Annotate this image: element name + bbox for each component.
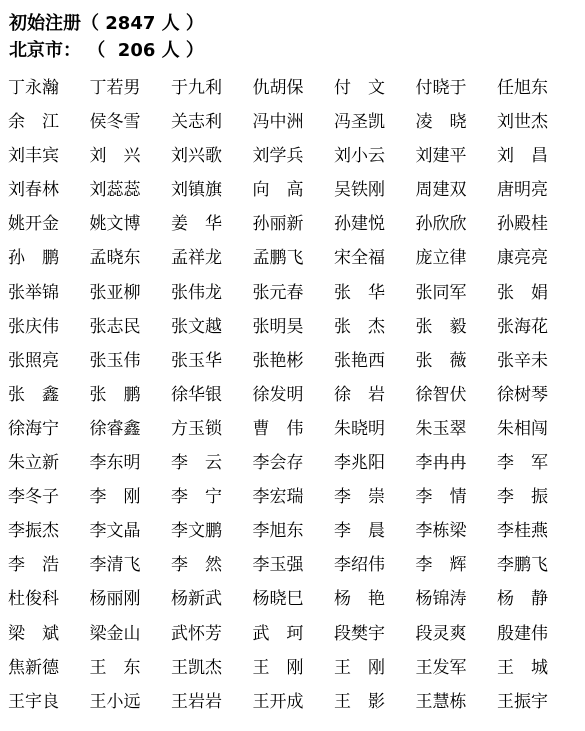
name-entry: 殷建伟 — [497, 623, 548, 644]
name-entry: 张文越 — [171, 316, 222, 337]
name-entry: 张艳彬 — [252, 350, 304, 371]
name-entry: 孙建悦 — [334, 214, 385, 235]
name-entry: 张同军 — [415, 282, 467, 303]
name-entry: 张元春 — [252, 282, 304, 303]
name-entry: 李 军 — [497, 453, 548, 474]
name-entry: 余 江 — [8, 112, 59, 133]
name-entry: 刘蕊蕊 — [89, 180, 141, 201]
name-entry: 王宇良 — [8, 691, 59, 712]
name-entry: 李文鹏 — [171, 521, 222, 542]
name-entry: 于九利 — [171, 78, 222, 98]
name-entry: 吴铁刚 — [334, 180, 385, 201]
name-entry: 朱晓明 — [334, 418, 385, 439]
name-entry: 王 影 — [334, 691, 385, 712]
name-entry: 武 珂 — [252, 623, 304, 644]
registration-total-heading: 初始注册（ 2847 人 ） — [9, 13, 204, 34]
name-entry: 张 娟 — [497, 282, 548, 303]
name-entry: 张志民 — [89, 316, 141, 337]
name-entry: 孙欣欣 — [415, 214, 467, 235]
name-entry: 李绍伟 — [334, 555, 385, 576]
name-entry: 徐 岩 — [334, 384, 385, 405]
name-entry: 张 鹏 — [89, 384, 141, 405]
name-entry: 张照亮 — [8, 350, 59, 371]
name-entry: 姜 华 — [171, 214, 222, 235]
name-entry: 徐华银 — [171, 384, 222, 405]
name-entry: 焦新德 — [8, 657, 59, 678]
name-entry: 刘 兴 — [89, 146, 141, 167]
name-entry: 刘学兵 — [252, 146, 304, 167]
name-entry: 王慧栋 — [415, 691, 467, 712]
name-entry: 杨 艳 — [334, 589, 385, 610]
name-entry: 李 刚 — [89, 487, 141, 508]
name-entry: 姚文博 — [89, 214, 141, 235]
name-entry: 孙 鹏 — [8, 248, 59, 269]
name-entry: 李冉冉 — [415, 453, 467, 474]
name-entry: 李振杰 — [8, 521, 59, 542]
name-entry: 张海花 — [497, 316, 548, 337]
name-entry: 李冬子 — [8, 487, 59, 508]
beijing-count-heading: 北京市： （ 206 人 ） — [9, 40, 204, 61]
name-entry: 李 云 — [171, 453, 222, 474]
name-entry: 李桂燕 — [497, 521, 548, 542]
name-entry: 孙殿桂 — [497, 214, 548, 235]
name-entry: 刘建平 — [415, 146, 467, 167]
name-entry: 刘丰宾 — [8, 146, 59, 167]
name-entry: 段灵爽 — [415, 623, 467, 644]
name-entry: 徐树琴 — [497, 384, 548, 405]
name-entry: 李 晨 — [334, 521, 385, 542]
name-entry: 李 然 — [171, 555, 222, 576]
name-entry: 李栋梁 — [415, 521, 467, 542]
name-entry: 徐发明 — [252, 384, 304, 405]
name-entry: 张玉华 — [171, 350, 222, 371]
name-entry: 丁永瀚 — [8, 78, 59, 98]
name-entry: 王凯杰 — [171, 657, 222, 678]
name-entry: 杨新武 — [171, 589, 222, 610]
name-entry: 李旭东 — [252, 521, 304, 542]
name-entry: 张伟龙 — [171, 282, 222, 303]
name-entry: 孟晓东 — [89, 248, 141, 269]
name-entry: 曹 伟 — [252, 418, 304, 439]
name-entry: 凌 晓 — [415, 112, 467, 133]
name-entry: 李 情 — [415, 487, 467, 508]
name-entry: 刘世杰 — [497, 112, 548, 133]
name-entry: 王 刚 — [252, 657, 304, 678]
name-entry: 王小远 — [89, 691, 141, 712]
name-entry: 李 辉 — [415, 555, 467, 576]
name-entry: 王 城 — [497, 657, 548, 678]
name-entry: 姚开金 — [8, 214, 59, 235]
name-entry: 张庆伟 — [8, 316, 59, 337]
name-entry: 张玉伟 — [89, 350, 141, 371]
name-entry: 仇胡保 — [252, 78, 304, 98]
name-entry: 张 毅 — [415, 316, 467, 337]
name-entry: 李 宁 — [171, 487, 222, 508]
name-entry: 梁 斌 — [8, 623, 59, 644]
name-entry: 朱相闯 — [497, 418, 548, 439]
name-entry: 杨丽刚 — [89, 589, 141, 610]
name-entry: 张举锦 — [8, 282, 59, 303]
name-entry: 侯冬雪 — [89, 112, 141, 133]
name-entry: 王 刚 — [334, 657, 385, 678]
name-entry: 李玉强 — [252, 555, 304, 576]
name-entry: 朱立新 — [8, 453, 59, 474]
name-entry: 刘 昌 — [497, 146, 548, 167]
name-entry: 孟祥龙 — [171, 248, 222, 269]
name-entry: 庞立律 — [415, 248, 467, 269]
name-entry: 李兆阳 — [334, 453, 385, 474]
name-list — [8, 71, 578, 719]
name-entry: 张 薇 — [415, 350, 467, 371]
name-entry: 王发军 — [415, 657, 467, 678]
name-entry: 付 文 — [334, 78, 385, 98]
name-entry: 李东明 — [89, 453, 141, 474]
name-entry: 张 鑫 — [8, 384, 59, 405]
name-entry: 李 浩 — [8, 555, 59, 576]
name-entry: 李 振 — [497, 487, 548, 508]
name-entry: 刘兴歌 — [171, 146, 222, 167]
name-entry: 向 高 — [252, 180, 304, 201]
name-entry: 方玉锁 — [171, 418, 222, 439]
name-entry: 杨晓巳 — [252, 589, 304, 610]
name-entry: 张艳西 — [334, 350, 385, 371]
name-entry: 徐睿鑫 — [89, 418, 141, 439]
name-entry: 李 崇 — [334, 487, 385, 508]
name-entry: 李鹏飞 — [497, 555, 548, 576]
name-entry: 刘小云 — [334, 146, 385, 167]
name-entry: 孙丽新 — [252, 214, 304, 235]
name-entry: 康亮亮 — [497, 248, 548, 269]
name-entry: 孟鹏飞 — [252, 248, 304, 269]
name-entry: 张亚柳 — [89, 282, 141, 303]
name-entry: 杜俊科 — [8, 589, 59, 610]
name-entry: 张辛未 — [497, 350, 548, 371]
name-entry: 李宏瑞 — [252, 487, 304, 508]
name-entry: 朱玉翠 — [415, 418, 467, 439]
name-entry: 徐智伏 — [415, 384, 467, 405]
name-entry: 刘镇旗 — [171, 180, 222, 201]
name-entry: 周建双 — [415, 180, 467, 201]
name-entry: 任旭东 — [497, 78, 548, 98]
name-entry: 李清飞 — [89, 555, 141, 576]
name-entry: 唐明亮 — [497, 180, 548, 201]
name-entry: 张 华 — [334, 282, 385, 303]
name-entry: 徐海宁 — [8, 418, 59, 439]
name-entry: 杨锦涛 — [415, 589, 467, 610]
name-entry: 刘春林 — [8, 180, 59, 201]
name-entry: 张 杰 — [334, 316, 385, 337]
name-entry: 王开成 — [252, 691, 304, 712]
name-entry: 宋全福 — [334, 248, 385, 269]
name-entry: 王 东 — [89, 657, 141, 678]
name-entry: 丁若男 — [89, 78, 141, 98]
name-entry: 段樊宇 — [334, 623, 385, 644]
name-entry: 付晓于 — [415, 78, 467, 98]
name-entry: 冯中洲 — [252, 112, 304, 133]
name-entry: 梁金山 — [89, 623, 141, 644]
name-entry: 李文晶 — [89, 521, 141, 542]
name-entry: 武怀芳 — [171, 623, 222, 644]
name-entry: 李会存 — [252, 453, 304, 474]
name-entry: 冯圣凯 — [334, 112, 385, 133]
name-entry: 王振宇 — [497, 691, 548, 712]
name-entry: 杨 静 — [497, 589, 548, 610]
name-entry: 张明昊 — [252, 316, 304, 337]
name-entry: 关志利 — [171, 112, 222, 133]
name-entry: 王岩岩 — [171, 691, 222, 712]
